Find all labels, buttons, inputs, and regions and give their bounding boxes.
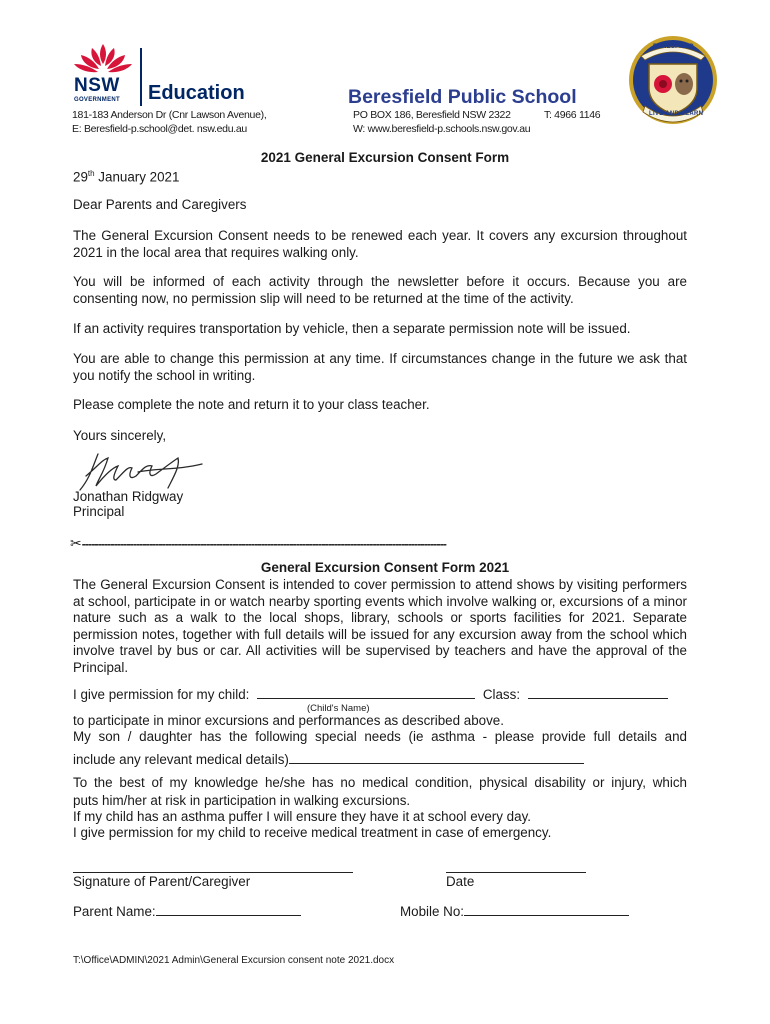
slip-line-7: I give permission for my child to receive medical treatment in case of emergency. bbox=[73, 825, 552, 840]
nsw-wordmark: NSW bbox=[74, 75, 120, 96]
letter-date bbox=[73, 166, 179, 186]
slip-line-4: To the best of my knowledge he/she has no medical condition, physical disability or injury, which bbox=[73, 775, 687, 790]
child-permission-row bbox=[73, 687, 687, 704]
permission-label: I give permission for my child: bbox=[73, 687, 250, 702]
crest-bottom-text: LIVE AND LEARN bbox=[649, 111, 704, 117]
crest-top-text: BERESFIELD bbox=[653, 44, 695, 50]
parent-name-row bbox=[73, 904, 301, 921]
slip-line-5: puts him/her at risk in participation in walking excursions. bbox=[73, 793, 411, 808]
education-wordmark: Education bbox=[148, 82, 245, 104]
slip-line-6: If my child has an asthma puffer I will ensure they have it at school every day. bbox=[73, 809, 531, 824]
parent-name-label: Parent Name: bbox=[73, 904, 156, 919]
parent-name-field[interactable] bbox=[156, 914, 301, 916]
slip-title: General Excursion Consent Form 2021 bbox=[260, 560, 510, 575]
school-website: W: www.beresfield-p.schools.nsw.gov.au bbox=[353, 123, 531, 135]
date-label: Date bbox=[446, 874, 475, 889]
mobile-row bbox=[400, 904, 629, 921]
school-po-box: PO BOX 186, Beresfield NSW 2322 bbox=[353, 109, 511, 121]
school-crest bbox=[627, 34, 719, 126]
file-path-footer: T:\Office\ADMIN\2021 Admin\General Excursion consent note 2021.docx bbox=[73, 955, 395, 966]
cut-line bbox=[70, 535, 670, 553]
signature-label: Signature of Parent/Caregiver bbox=[73, 874, 251, 889]
cut-dashes: ------------------------------------------------------------------------------------------------------------------ bbox=[81, 537, 447, 551]
letter-closing: Yours sincerely, bbox=[73, 428, 167, 443]
signer-title: Principal bbox=[73, 504, 125, 519]
waratah-icon bbox=[72, 42, 134, 78]
nsw-education-logo bbox=[72, 42, 262, 106]
salutation: Dear Parents and Caregivers bbox=[73, 197, 247, 212]
letter-paragraph-5: Please complete the note and return it to your class teacher. bbox=[73, 397, 430, 412]
letter-paragraph-2: You will be informed of each activity through the newsletter before it occurs. Because you are consenting now, no permission slip will need to be returned at the time of the activity. bbox=[73, 274, 687, 306]
mobile-field[interactable] bbox=[464, 914, 629, 916]
letter-paragraph-1: The General Excursion Consent needs to be renewed each year. It covers any excursion throughout 2021 in the local area that requires walking only. bbox=[73, 228, 687, 260]
letter-paragraph-4: You are able to change this permission at any time. If circumstances change in the future we ask that you notify the school in writing. bbox=[73, 351, 687, 383]
letter-paragraph-3: If an activity requires transportation by vehicle, then a separate permission note will be issued. bbox=[73, 321, 631, 336]
slip-line-3: include any relevant medical details) bbox=[73, 752, 289, 767]
date-month-year: January 2021 bbox=[94, 169, 180, 185]
letter-title: 2021 General Excursion Consent Form bbox=[260, 150, 510, 165]
government-wordmark: GOVERNMENT bbox=[74, 97, 121, 103]
slip-line-1: to participate in minor excursions and performances as described above. bbox=[73, 713, 504, 728]
medical-details-field[interactable] bbox=[289, 762, 584, 764]
child-name-field[interactable] bbox=[257, 697, 475, 699]
mobile-label: Mobile No: bbox=[400, 904, 465, 919]
date-field[interactable] bbox=[446, 872, 586, 873]
school-name: Beresfield Public School bbox=[348, 86, 577, 108]
class-label: Class: bbox=[482, 687, 521, 702]
scissors-icon: ✂ bbox=[70, 536, 82, 552]
slip-intro: The General Excursion Consent is intended to cover permission to attend shows by visiting performers at school, participate in or watch nearby sporting events which involve walking or, excursions of a minor nature such as a walk to the local shops, library, schools or sports facilities for 2021. Separate permission notes, together with full details will be issued for any excursion away from the school which involve travel by bus or car. All activities will be supervised by teachers and have the approval of the Principal. bbox=[73, 577, 687, 675]
school-address: 181-183 Anderson Dr (Cnr Lawson Avenue), bbox=[72, 109, 267, 121]
child-name-caption: (Child's Name) bbox=[307, 703, 370, 714]
date-day: 29 bbox=[73, 169, 88, 185]
class-field[interactable] bbox=[528, 697, 668, 699]
school-email: E: Beresfield-p.school@det. nsw.edu.au bbox=[72, 123, 247, 135]
signature-field[interactable] bbox=[73, 872, 353, 873]
signer-name: Jonathan Ridgway bbox=[73, 489, 184, 504]
slip-line-2: My son / daughter has the following special needs (ie asthma - please provide full details and bbox=[73, 729, 687, 744]
school-phone: T: 4966 1146 bbox=[544, 109, 601, 121]
logo-divider bbox=[140, 48, 142, 106]
medical-details-row bbox=[73, 752, 584, 769]
date-ordinal: th bbox=[87, 169, 95, 178]
